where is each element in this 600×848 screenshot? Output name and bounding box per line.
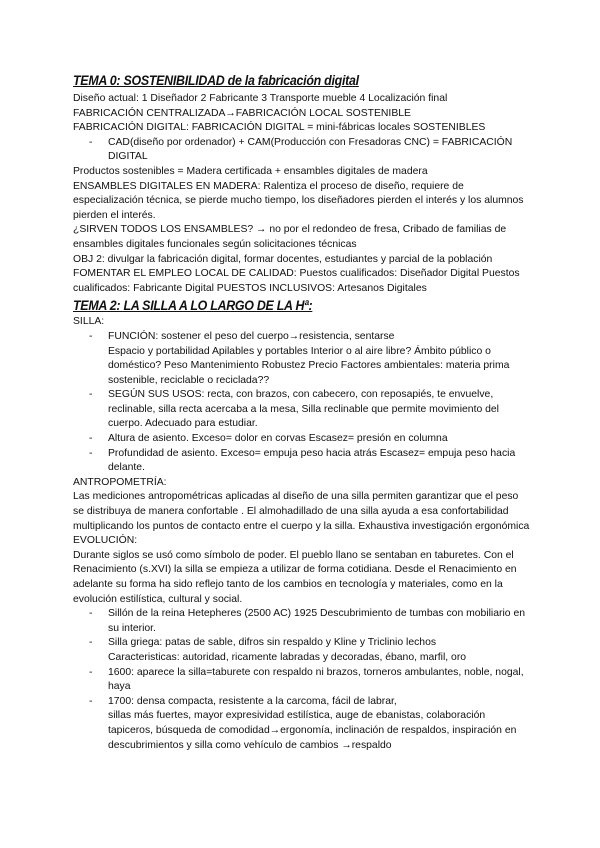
paragraph-fabricacion-digital: FABRICACIÓN DIGITAL: FABRICACIÓN DIGITAL = mini-fábricas locales SOSTENIBLES — [73, 122, 486, 134]
bullet-funcion — [73, 330, 530, 388]
bullet-text: Profundidad de asiento. Exceso= empuja peso hacia atrás Escasez= empuja peso hacia delante. — [108, 447, 516, 474]
bullet-dash: - — [89, 136, 93, 148]
bullet-text: SEGÚN SUS USOS: recta, con brazos, con cabecero, con reposapiés, te envuelve, reclinable, silla recta acercaba a la mesa, Silla reclinable que permite movimiento del cuerpo. Adecuado para estudiar. — [108, 389, 499, 430]
bullet-dash: - — [89, 695, 93, 707]
bullet-cad-cam — [73, 136, 530, 165]
bullet-dash: - — [89, 330, 93, 342]
bullet-altura-asiento — [73, 432, 530, 447]
bullet-segun-usos — [73, 388, 530, 432]
bullet-dash: - — [89, 447, 93, 459]
paragraph-productos-sostenibles: Productos sostenibles = Madera certificada + ensambles digitales de madera — [73, 165, 428, 177]
bullet-text: Sillón de la reina Hetepheres (2500 AC) 1925 Descubrimiento de tumbas con mobiliario en su interior. — [108, 608, 526, 634]
bullet-1700 — [73, 695, 530, 753]
bullet-dash: - — [89, 608, 93, 620]
bullet-text: 1600: aparece la silla=taburete con respaldo ni brazos, torneros ambulantes, noble, nogal, haya — [108, 666, 524, 693]
bullet-dash: - — [89, 637, 93, 649]
bullet-text: FUNCIÓN: sostener el peso del cuerpo→resistencia, sentarse — [108, 330, 395, 342]
paragraph-ensambles-digitales: ENSAMBLES DIGITALES EN MADERA: Ralentiza el proceso de diseño, requiere de especialización técnica, se pierde mucho tiempo, los diseñadores pierden el interés y los alumnos pierden el interés. — [73, 180, 524, 221]
bullet-profundidad-asiento — [73, 447, 530, 476]
heading-tema-0: TEMA 0: SOSTENIBILIDAD de la fabricación digital — [73, 73, 359, 88]
heading-tema-2: TEMA 2: LA SILLA A LO LARGO DE LA Hª: — [73, 298, 313, 314]
bullet-text-continued: Caracteristicas: autoridad, ricamente labradas y decoradas, ébano, marfil, oro — [108, 651, 467, 663]
label-antropometria: ANTROPOMETRÍA: — [73, 476, 167, 488]
paragraph-fomentar-empleo: FOMENTAR EL EMPLEO LOCAL DE CALIDAD: Puestos cualificados: Diseñador Digital Puestos cualificados: Fabricante Digital PUESTOS INCLUSIVOS: Artesanos Digitales — [73, 268, 520, 294]
paragraph-diseno-actual: Diseño actual: 1 Diseñador 2 Fabricante 3 Transporte mueble 4 Localización final — [73, 93, 448, 104]
bullet-text: 1700: densa compacta, resistente a la carcoma, fácil de labrar, — [108, 695, 397, 707]
bullet-text-continued: Espacio y portabilidad Apilables y portables Interior o al aire libre? Ámbito público o doméstico? Peso Mantenimiento Robustez Precio Factores ambientales: materia prima sostenible, reciclable o reciclada?? — [108, 345, 510, 386]
label-evolucion: EVOLUCIÓN: — [73, 535, 138, 547]
label-silla: SILLA: — [73, 316, 105, 328]
bullet-dash: - — [89, 389, 93, 401]
bullet-1600 — [73, 666, 530, 695]
bullet-sillon-hetepheres — [73, 607, 530, 636]
paragraph-sirven-ensambles: ¿SIRVEN TODOS LOS ENSAMBLES? → no por el redondeo de fresa, Cribado de familias de ensambles digitales funcionales según solicitaciones técnicas — [73, 224, 507, 250]
bullet-text: CAD(diseño por ordenador) + CAM(Producción con Fresadoras CNC) = FABRICACIÓN DIGITAL — [108, 136, 513, 163]
bullet-text: Silla griega: patas de sable, difros sin respaldo y Kline y Triclinio lechos — [108, 637, 437, 649]
paragraph-obj-2: OBJ 2: divulgar la fabricación digital, formar docentes, estudiantes y parcial de la población — [73, 253, 493, 265]
bullet-text-continued: sillas más fuertes, mayor expresividad estilística, auge de ebanistas, colaboración tapiceros, búsqueda de comodidad→ergonomía, inclinación de respaldos, inspiración en descubrimientos y silla como vehículo de cambios →respaldo — [108, 710, 517, 751]
bullet-dash: - — [89, 433, 93, 445]
bullet-text: Altura de asiento. Exceso= dolor en corvas Escasez= presión en columna — [108, 433, 448, 445]
paragraph-evolucion: Durante siglos se usó como símbolo de poder. El pueblo llano se sentaban en taburetes. Con el Renacimiento (s.XVI) la silla se empieza a utilizar de forma cotidiana. Desde el Renacimiento en adelante su forma ha sido reflejo tanto de los cambios en tecnología y materiales, como en la evolución estilística, cultural y social. — [73, 549, 517, 605]
bullet-dash: - — [89, 666, 93, 678]
paragraph-antropometria: Las mediciones antropométricas aplicadas al diseño de una silla permiten garantizar que el peso se distribuya de manera confortable . El almohadillado de una silla ayuda a esa confortabilidad multiplicando los puntos de contacto entre el cuerpo y la silla. Exhaustiva investigación ergonómica — [73, 491, 530, 532]
paragraph-fabricacion-centralizada: FABRICACIÓN CENTRALIZADA→FABRICACIÓN LOCAL SOSTENIBLE — [73, 107, 411, 119]
bullet-silla-griega — [73, 636, 530, 665]
